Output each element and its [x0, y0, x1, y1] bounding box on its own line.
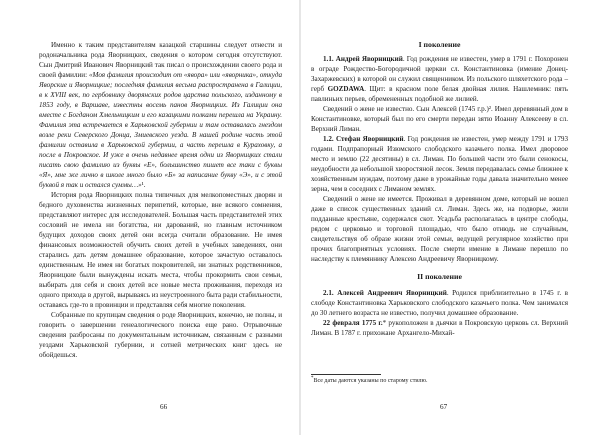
generation-1-paragraph: [311, 54, 568, 104]
generation-1-paragraph: [311, 194, 568, 264]
generation-1-paragraph: [311, 104, 568, 134]
left-page-paragraph: [39, 40, 282, 190]
left-page-number: 66: [160, 403, 168, 411]
text-run: «Моя фамилия происходит от «явора» или «яворника», откуда Яворские и Яворницкие; последняя фамилия весьма распространена в Галиции, в к XVIII век, по гербовнику дворянских родов царства польского, изданному в 1853 году, в Варшаве, известны восемь панов Яворницких. Из Галиции она вместе с Богданом Хмельницким и его казацкими полками перешла на Украину. Фамилия эта встречается в Харьковской губернии и там оставалась гнездом возле реки Северского Донца, Змиевского уезда. В нашей родине часть этой фамилии оставила в Харьковской губернии, а часть перешла в Кураховку, а после в Покровское. И уже в очень недавнее время одни из Яворницких стали писать свою фамилию из буквы «Е», большинство пишет все таки с буквы «Я», мне же лично в школе много было «Б» за написание букву «Э», и с этой буквой я так и остался суммы…»: [39, 71, 282, 189]
footnote-mark: *: [311, 376, 314, 381]
footnote-text: Все даты даются указаны по старому стилю.: [313, 378, 428, 384]
left-page-paragraph: [39, 310, 282, 360]
text-run: Сведений о жене не имеется. Проживал в деревянном доме, который не вошел даже в список существенных зданий сл. Лиман. Здесь же, на подворье, жили подданные крестьяне, содержался скот. Усадьба располагалась в центре слободы, рядом с церковью и торговой площадью, что было отнюдь не случайным, свидетельствуя об образе жизни этой семьи, ведущей регулярное хозяйство при прочих благоприятных условиях. После смерти имение в Лимане перешло по наследству к племяннику Алексею Андреевичу Яворницкому.: [311, 195, 568, 263]
heading-generation-2: II поколение: [417, 272, 462, 281]
left-page-text: [39, 40, 282, 360]
text-run: * рукоположен в дьячки в Покровскую церковь сл. Верхний Лиман. В 1787 г. прихожане Архангело-Михай-: [311, 319, 568, 337]
left-page-paragraph: [39, 190, 282, 310]
text-run: Сведений о жене не известно. Сын Алексей (1745 г.р.)². Имел деревянный дом в Константиновке, который был по его смерти передан зятю Иоанну Алексееву в сл. Верхний Лиман.: [311, 105, 568, 133]
text-run: 22 февраля 1775 г.: [323, 319, 383, 327]
text-run: GOZDAWA: [327, 85, 365, 93]
generation-1-paragraph: [311, 134, 568, 194]
text-run: . Год рождения не известен, умер между 1791 и 1793 годами. Подпрапорный Изюмского слободского казачьего полка. Имел дворовое место и землю (22 десятины) в сл. Лиман. По большей части это были сенокосы, неудобности да небольшой хворостяной лесок. Земля передавалась семье ближнее к хозяйственным нуждам, поэтому даже в урожайные годы давала значительно менее зерна, чем в соседних с Лиманом землях.: [311, 135, 568, 193]
generation-2-paragraph: [311, 318, 568, 338]
text-run: . Год рождения не известен, умер в 1791 г. Похоронен в ограде Рождество-Богородичной церкви сл. Константиновка (имение Донец-Захаржевских) в которой он служил священником. Из польского шляхетского рода – герб: [311, 55, 568, 93]
text-run: История рода Яворницких полна типичных для мелкопоместных дворян и бедного духовенства жизненных перипетий, которые, вне всякого сомнения, представляют интерес для исследователей. Большая часть представителей этих сословий не имела ни богатства, ни дарований, но главным источником будущих доходов своих детей они всегда считали образование. Не имея финансовых возможностей обучить своих детей в учебных заведениях, они старались дать детям домашнее образование, которое зачастую оставалось единственным. Не имея ни богатых покровителей, ни знатных родственников, Яворницкие были вынуждены искать места, чтобы прокормить свои семьи, выбирать для себя и своих детей все новые места проживания, переходя из одного прихода в другой, вырываясь из неустроенного быта ради стабильности, оставаясь где-то в провинции и представляя себя многие поколения.: [39, 191, 282, 309]
heading-generation-1: I поколение: [418, 40, 461, 49]
footnote-rule: [311, 374, 381, 375]
text-run: 1.2. Стефан Яворницкий: [323, 135, 404, 143]
generation-1-text: [311, 54, 568, 264]
right-page: [300, 0, 600, 435]
text-run: . Щит: в красном поле белая двойная лилия. Нашлемник: пять павлиньих перьев, обремененных подобной же лилией.: [311, 85, 568, 103]
generation-2-text: [311, 288, 568, 338]
text-run: Собранные по крупицам сведения о роде Яворницких, конечно, не полны, и говорить о завершении генеалогического поиска еще рано. Отрывочные сведения разбросаны по документальным источникам, связанным с разными уездами Харьковской губернии, и сотней метрических книг здесь не обойдешься.: [39, 311, 282, 359]
footnote: [311, 377, 568, 385]
text-run: Именно к таким представителям казацкой старшины следует отнести и родоначальника рода Яворницких, сведения о котором сегодня отсутствуют. Сын Дмитрий Иванович Яворницкий так писал о происхождении своего рода и своей фамилии:: [39, 41, 282, 79]
text-run: . Родился приблизительно в 1745 г. в слободе Константиновка Харьковского слободского казачьего полка. Чем занимался до 30 летнего возраста не известно, получил домашнее образование.: [311, 289, 568, 317]
text-run: 2.1. Алексей Андреевич Яворницкий: [323, 289, 447, 297]
text-run: ¹.: [141, 181, 146, 189]
generation-2-paragraph: [311, 288, 568, 318]
right-page-number: 67: [440, 403, 448, 411]
text-run: 1.1. Андрей Яворницкий: [323, 55, 403, 63]
